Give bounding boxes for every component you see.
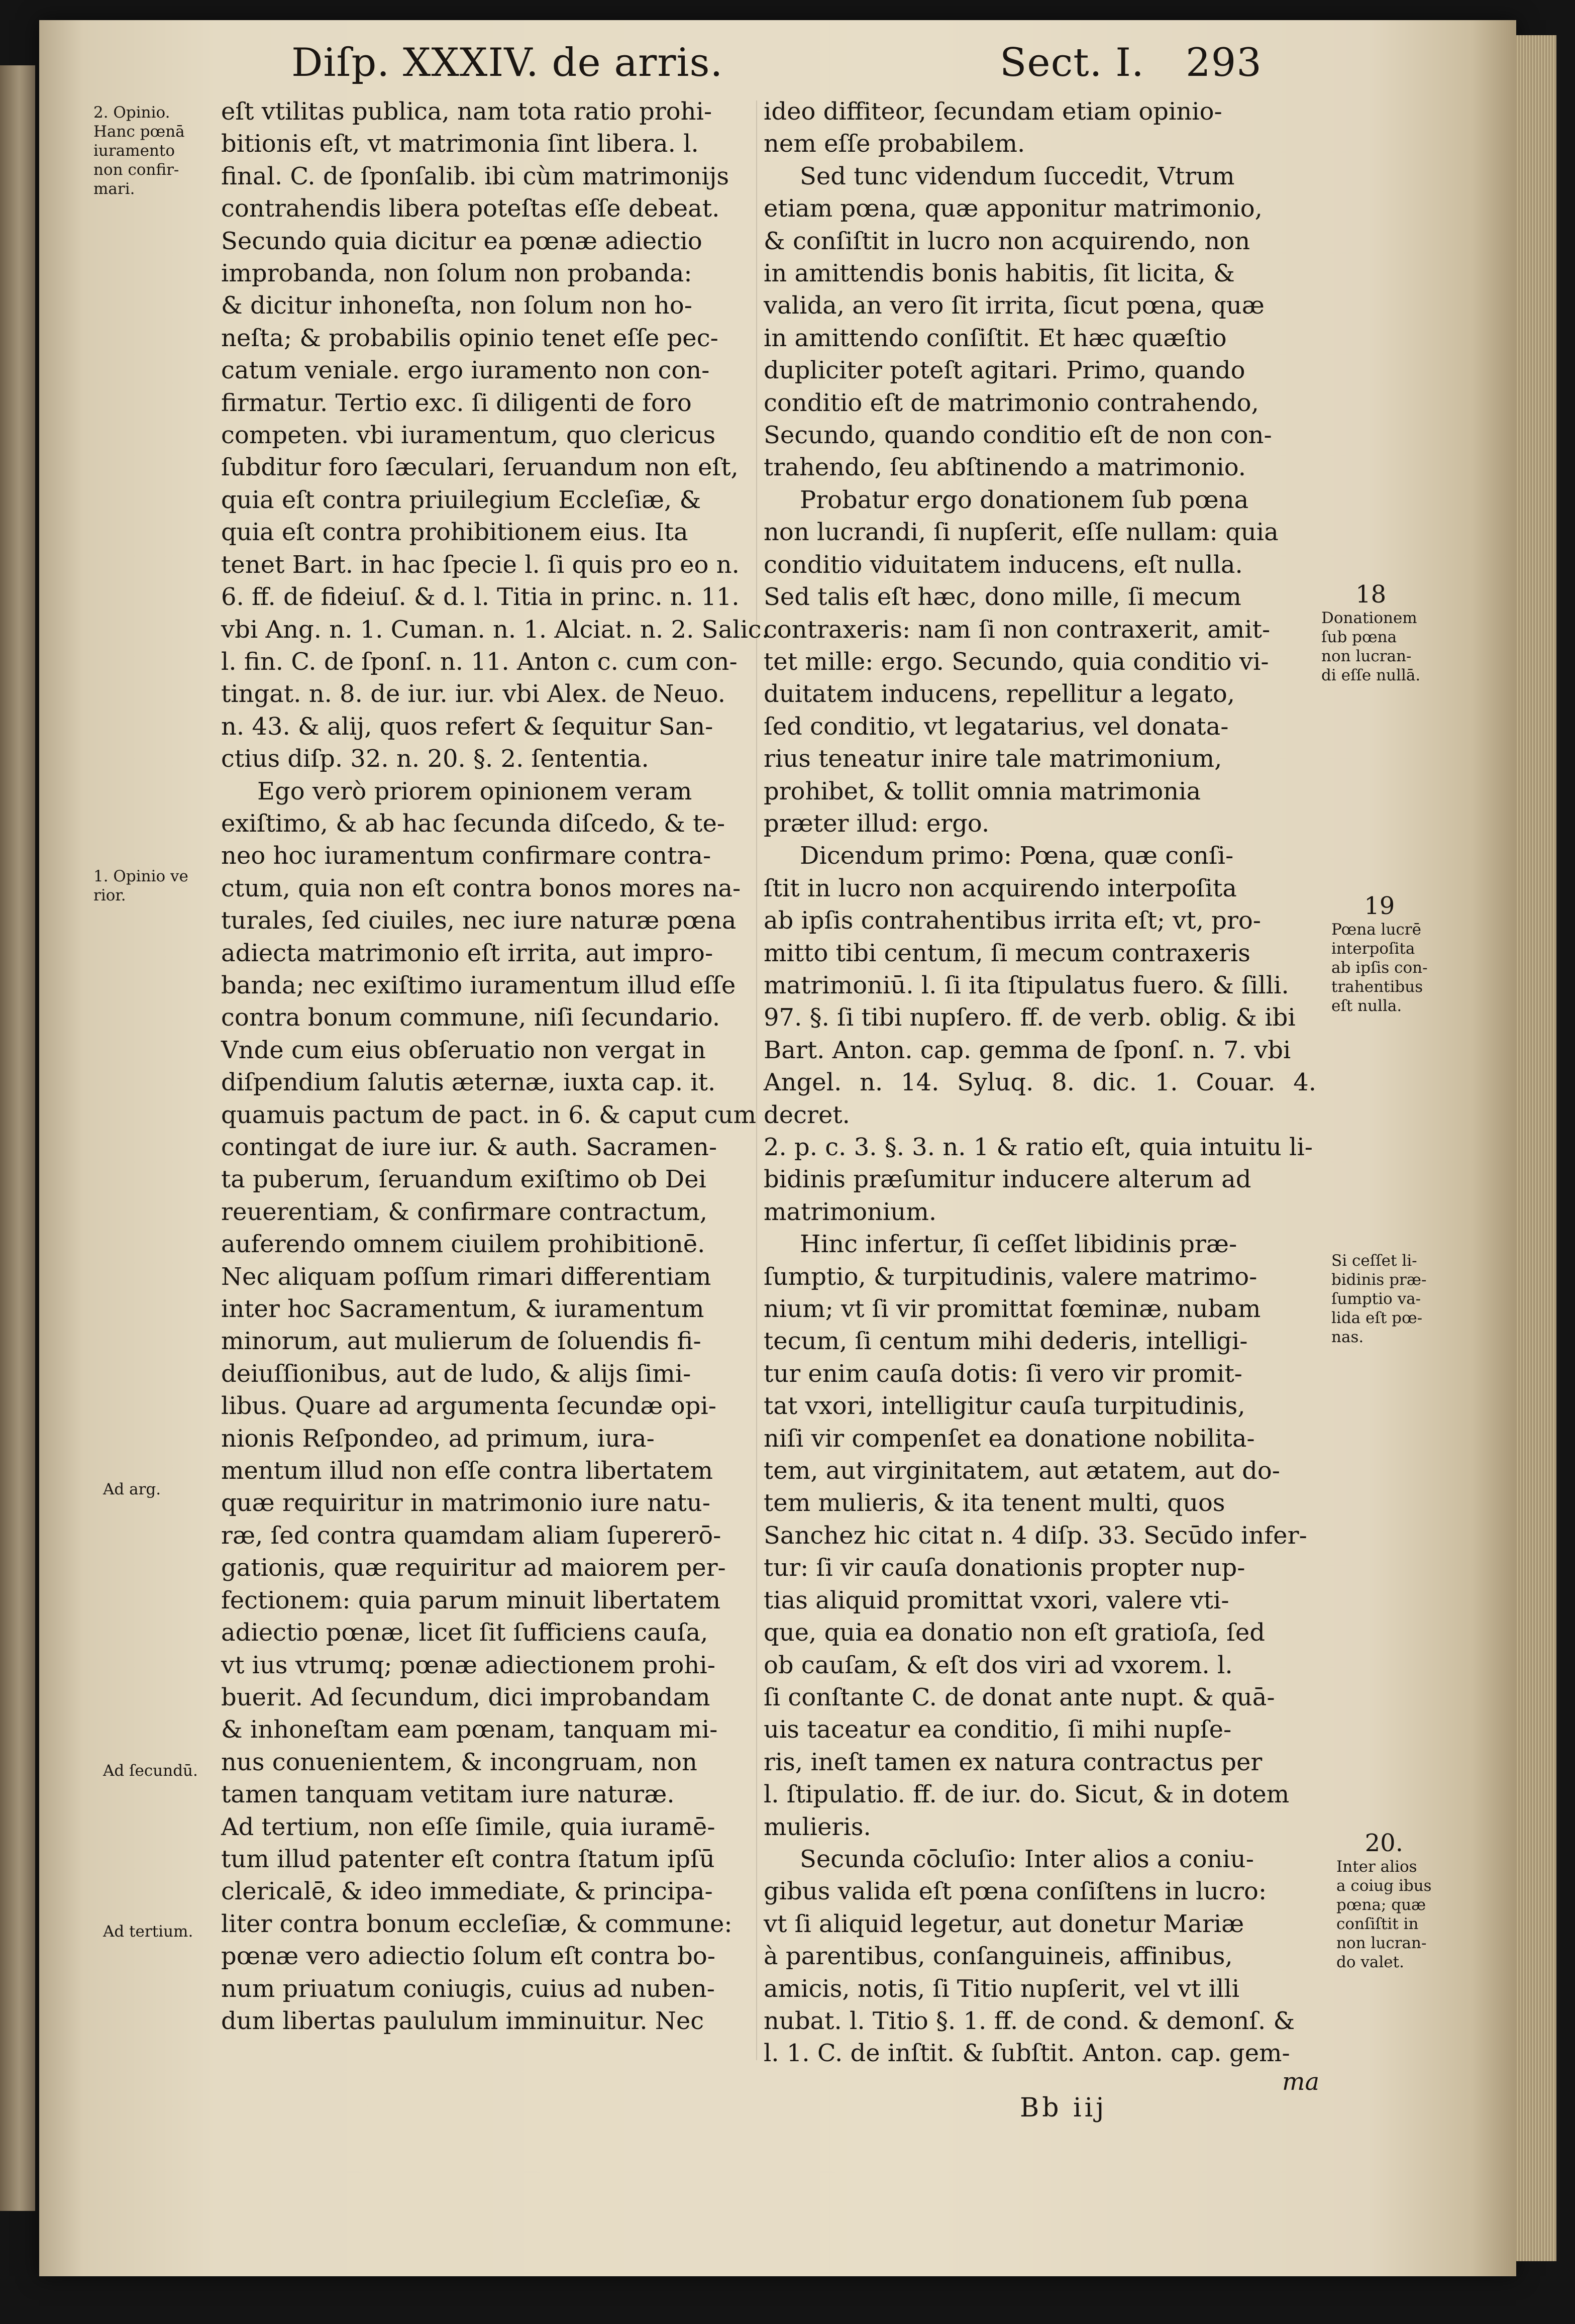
text-line: amicis, notis, ſi Titio nupſerit, vel vt illi bbox=[764, 1974, 1240, 2003]
text-line: competen. vbi iuramentum, quo clericus bbox=[221, 421, 716, 450]
text-line: Angel. n. 14. Syluq. 8. dic. 1. Couar. 4. decret. bbox=[764, 1068, 1316, 1129]
text-line: tecum, ſi centum mihi dederis, intelligi- bbox=[764, 1327, 1248, 1356]
running-head: Diſp. XXXIV. de arris. bbox=[291, 40, 723, 85]
text-line: dupliciter poteſt agitari. Primo, quando bbox=[764, 356, 1245, 385]
text-line: contraxeris: nam ſi non contraxerit, amit- bbox=[764, 615, 1271, 644]
text-line: l. ſtipulatio. ff. de iur. do. Sicut, & in dotem bbox=[764, 1780, 1290, 1809]
text-line: adiectio pœnæ, licet ſit ſufficiens cauſa, bbox=[221, 1619, 708, 1647]
text-line: quamuis pactum de pact. in 6. & caput cum bbox=[221, 1100, 757, 1129]
text-line: final. C. de ſponſalib. ibi cùm matrimonijs bbox=[221, 162, 729, 190]
text-line: ſubditur foro ſæculari, ſeruandum non eſt, bbox=[221, 453, 739, 482]
text-line: minorum, aut mulierum de ſoluendis fi- bbox=[221, 1327, 701, 1356]
text-line: trahendo, ſeu abſtinendo a matrimonio. bbox=[764, 453, 1246, 482]
text-line: ctum, quia non eſt contra bonos mores na- bbox=[221, 874, 741, 902]
text-line: tamen tanquam vetitam iure naturæ. bbox=[221, 1780, 675, 1809]
margin-note-ad-arg bbox=[103, 1480, 161, 1499]
text-line: ris, ineſt tamen ex natura contractus per bbox=[764, 1748, 1263, 1776]
previous-page-edge bbox=[0, 65, 35, 2211]
text-line: Sed tunc videndum ſuccedit, Vtrum bbox=[800, 162, 1235, 190]
text-line: & inhoneſtam eam pœnam, tanquam mi- bbox=[221, 1715, 718, 1744]
text-line: gibus valida eſt pœna conſiſtens in lucro: bbox=[764, 1877, 1267, 1906]
margin-note-line: eſt nulla. bbox=[1331, 997, 1402, 1015]
text-line: valida, an vero ſit irrita, ſicut pœna, quæ bbox=[764, 291, 1265, 320]
text-line: nionis Reſpondeo, ad primum, iura- bbox=[221, 1424, 655, 1453]
text-line: tenet Bart. in hac ſpecie l. ſi quis pro eo n. bbox=[221, 550, 740, 579]
text-line: præter illud: ergo. bbox=[764, 809, 990, 838]
text-line: tias aliquid promittat vxori, valere vti- bbox=[764, 1586, 1229, 1614]
text-line: niſi vir compenſet ea donatione nobilita- bbox=[764, 1424, 1255, 1453]
text-line: Ego verò priorem opinionem veram bbox=[257, 777, 692, 805]
text-line: in amittendis bonis habitis, ſit licita, & bbox=[764, 259, 1235, 288]
text-line: reuerentiam, & confirmare contractum, bbox=[221, 1197, 708, 1226]
margin-note-opinio-1 bbox=[93, 867, 188, 905]
text-line: ſumptio, & turpitudinis, valere matrimo- bbox=[764, 1262, 1257, 1291]
text-line: vbi Ang. n. 1. Cuman. n. 1. Alciat. n. 2. Salic. bbox=[221, 615, 769, 644]
text-line: num priuatum coniugis, cuius ad nuben- bbox=[221, 1974, 715, 2003]
text-line: prohibet, & tollit omnia matrimonia bbox=[764, 777, 1201, 805]
text-line: Sed talis eſt hæc, dono mille, ſi mecum bbox=[764, 583, 1241, 612]
text-line: tet mille: ergo. Secundo, quia conditio vi- bbox=[764, 647, 1269, 676]
text-line: adiecta matrimonio eſt irrita, aut impro- bbox=[221, 939, 713, 967]
right-text-column bbox=[764, 95, 1316, 2070]
margin-note-line: do valet. bbox=[1336, 1953, 1404, 1971]
text-line: vt ſi aliquid legetur, aut donetur Mariæ bbox=[764, 1909, 1244, 1938]
text-line: tur enim cauſa dotis: ſi vero vir promit- bbox=[764, 1359, 1242, 1388]
text-line: tem mulieris, & ita tenent multi, quos bbox=[764, 1489, 1225, 1518]
text-line: que, quia ea donatio non eſt gratioſa, ſed bbox=[764, 1619, 1265, 1647]
margin-note-line: Pœna lucrē bbox=[1331, 921, 1421, 939]
text-line: ræ, ſed contra quamdam aliam ſupererō- bbox=[221, 1521, 721, 1550]
text-line: Ad tertium, non eſſe ſimile, quia iuramē- bbox=[221, 1812, 715, 1841]
text-line: l. 1. C. de inſtit. & ſubſtit. Anton. cap. gem- bbox=[764, 2039, 1290, 2068]
margin-note-line: Donationem bbox=[1321, 609, 1417, 627]
text-line: eſt vtilitas publica, nam tota ratio prohi- bbox=[221, 97, 712, 126]
text-line: Bart. Anton. cap. gemma de ſponſ. n. 7. vbi bbox=[764, 1036, 1291, 1064]
text-line: contra bonum commune, niſi ſecundario. bbox=[221, 1003, 720, 1032]
text-line: Probatur ergo donationem ſub pœna bbox=[800, 485, 1249, 514]
margin-note-opinio-2 bbox=[93, 103, 185, 198]
margin-note-line: Hanc pœnā bbox=[93, 123, 185, 141]
catchword: ma bbox=[1282, 2068, 1320, 2096]
margin-note-line: bidinis præ- bbox=[1331, 1271, 1427, 1289]
text-line: conditio viduitatem inducens, eſt nulla. bbox=[764, 550, 1243, 579]
text-line: in amittendo conſiſtit. Et hæc quæſtio bbox=[764, 324, 1227, 352]
margin-note-si-cesset bbox=[1331, 1251, 1426, 1347]
margin-note-line: Si ceſſet li- bbox=[1331, 1252, 1417, 1270]
margin-note-number: 18 bbox=[1355, 580, 1387, 609]
text-line: uis taceatur ea conditio, ſi mihi nupſe- bbox=[764, 1715, 1232, 1744]
text-line: fectionem: quia parum minuit libertatem bbox=[221, 1586, 721, 1614]
text-line: l. fin. C. de ſponſ. n. 11. Anton c. cum con- bbox=[221, 647, 738, 676]
text-line: banda; nec exiſtimo iuramentum illud eſſe bbox=[221, 971, 736, 999]
text-line: tur: ſi vir cauſa donationis propter nup- bbox=[764, 1554, 1245, 1582]
text-line: ſtit in lucro non acquirendo interpoſita bbox=[764, 874, 1237, 902]
margin-note-line: di eſſe nullā. bbox=[1321, 666, 1421, 684]
text-line: nem eſſe probabilem. bbox=[764, 130, 1025, 158]
text-line: neſta; & probabilis opinio tenet eſſe pec- bbox=[221, 324, 718, 352]
text-line: matrimoniū. l. ſi ita ſtipulatus fuero. & ſilli. bbox=[764, 971, 1289, 999]
margin-note-line: nas. bbox=[1331, 1328, 1364, 1346]
text-line: libus. Quare ad argumenta ſecundæ opi- bbox=[221, 1392, 716, 1421]
margin-note-line: lida eſt pœ- bbox=[1331, 1309, 1423, 1327]
text-line: 2. p. c. 3. §. 3. n. 1 & ratio eſt, quia intuitu li- bbox=[764, 1133, 1313, 1161]
text-line: nus conuenientem, & incongruam, non bbox=[221, 1748, 697, 1776]
text-line: tat vxori, intelligitur cauſa turpitudinis, bbox=[764, 1392, 1245, 1421]
text-line: etiam pœna, quæ apponitur matrimonio, bbox=[764, 194, 1263, 223]
page-number: 293 bbox=[1186, 40, 1262, 85]
text-line: quæ requiritur in matrimonio iure natu- bbox=[221, 1489, 710, 1518]
text-line: clericalē, & ideo immediate, & principa- bbox=[221, 1877, 713, 1906]
text-line: buerit. Ad ſecundum, dici improbandam bbox=[221, 1683, 710, 1711]
text-line: quia eſt contra prohibitionem eius. Ita bbox=[221, 518, 688, 547]
text-line: diſpendium ſalutis æternæ, iuxta cap. it. bbox=[221, 1068, 716, 1097]
margin-note-line: iuramento bbox=[93, 142, 175, 160]
text-line: liter contra bonum eccleſiæ, & commune: bbox=[221, 1909, 732, 1938]
text-line: ideo diffiteor, ſecundam etiam opinio- bbox=[764, 97, 1222, 126]
margin-note-18 bbox=[1321, 580, 1420, 685]
margin-note-line: Inter alios bbox=[1336, 1858, 1417, 1876]
text-line: gationis, quæ requiritur ad maiorem per- bbox=[221, 1554, 726, 1582]
margin-note-line: 2. Opinio. bbox=[93, 104, 170, 122]
text-line: bitionis eſt, vt matrimonia ſint libera. l. bbox=[221, 130, 699, 158]
text-line: ſi conſtante C. de donat ante nupt. & quā- bbox=[764, 1683, 1275, 1711]
margin-note-number: 20. bbox=[1364, 1829, 1403, 1857]
text-line: turales, ſed ciuiles, nec iure naturæ pœna bbox=[221, 906, 737, 935]
margin-note-number: 19 bbox=[1364, 892, 1395, 920]
text-line: conditio eſt de matrimonio contrahendo, bbox=[764, 388, 1259, 417]
margin-note-line: ab ipſis con- bbox=[1331, 959, 1428, 977]
margin-note-ad-tertium bbox=[103, 1922, 193, 1941]
margin-note-line: ſub pœna bbox=[1321, 628, 1397, 646]
text-line: rius teneatur inire tale matrimonium, bbox=[764, 745, 1222, 773]
text-line: 97. §. ſi tibi nupſero. ff. de verb. oblig. & ibi bbox=[764, 1003, 1296, 1032]
margin-note-line: 1. Opinio ve bbox=[93, 867, 188, 885]
margin-note-line: Ad ſecundū. bbox=[103, 1762, 198, 1780]
text-line: 6. ff. de fideiuſ. & d. l. Titia in princ. n. 11. bbox=[221, 583, 740, 612]
text-line: Secundo quia dicitur ea pœnæ adiectio bbox=[221, 227, 702, 255]
text-line: mulieris. bbox=[764, 1812, 871, 1841]
text-line: vt ius vtrumq; pœnæ adiectionem prohi- bbox=[221, 1651, 715, 1679]
margin-note-line: non lucran- bbox=[1336, 1934, 1427, 1952]
margin-note-line: ſumptio va- bbox=[1331, 1290, 1421, 1308]
margin-note-line: non lucran- bbox=[1321, 647, 1412, 665]
margin-note-ad-secundum bbox=[103, 1761, 198, 1780]
text-line: dum libertas paululum imminuitur. Nec bbox=[221, 2006, 704, 2035]
text-line: ab ipſis contrahentibus irrita eſt; vt, pro- bbox=[764, 906, 1261, 935]
text-line: matrimonium. bbox=[764, 1197, 937, 1226]
text-line: Secunda cōcluſio: Inter alios a coniu- bbox=[800, 1845, 1254, 1873]
text-line: duitatem inducens, repellitur a legato, bbox=[764, 680, 1235, 709]
text-line: catum veniale. ergo iuramento non con- bbox=[221, 356, 710, 385]
text-line: ſed conditio, vt legatarius, vel donata- bbox=[764, 712, 1229, 741]
text-line: Secundo, quando conditio eſt de non con- bbox=[764, 421, 1272, 450]
text-line: n. 43. & alij, quos refert & ſequitur San- bbox=[221, 712, 713, 741]
section-label: Sect. I. bbox=[1000, 40, 1144, 85]
text-line: non lucrandi, ſi nupſerit, eſſe nullam: quia bbox=[764, 518, 1279, 547]
text-line: auferendo omnem ciuilem prohibitionē. bbox=[221, 1230, 705, 1259]
text-line: firmatur. Tertio exc. ſi diligenti de foro bbox=[221, 388, 692, 417]
text-line: inter hoc Sacramentum, & iuramentum bbox=[221, 1295, 704, 1324]
text-line: deiuſſionibus, aut de ludo, & alijs ſimi- bbox=[221, 1359, 691, 1388]
text-line: Sanchez hic citat n. 4 diſp. 33. Secūdo infer- bbox=[764, 1521, 1307, 1550]
margin-note-line: non confir- bbox=[93, 161, 179, 179]
text-line: à parentibus, conſanguineis, affinibus, bbox=[764, 1942, 1233, 1971]
page-stack-edge bbox=[1516, 35, 1556, 2261]
margin-note-line: mari. bbox=[93, 180, 135, 198]
text-line: nubat. l. Titio §. 1. ff. de cond. & demonſ. & bbox=[764, 2006, 1295, 2035]
text-line: ob cauſam, & eſt dos viri ad vxorem. l. bbox=[764, 1651, 1233, 1679]
margin-note-line: trahentibus bbox=[1331, 978, 1423, 996]
signature-mark: Bb iij bbox=[1020, 2093, 1107, 2123]
margin-note-line: Ad tertium. bbox=[103, 1923, 193, 1941]
margin-note-line: interpoſita bbox=[1331, 940, 1415, 958]
text-line: & conſiſtit in lucro non acquirendo, non bbox=[764, 227, 1250, 255]
margin-note-line: Ad arg. bbox=[103, 1480, 161, 1498]
text-line: ta puberum, ſeruandum exiſtimo ob Dei bbox=[221, 1165, 706, 1194]
margin-note-19 bbox=[1331, 892, 1428, 1016]
text-line: pœnæ vero adiectio ſolum eſt contra bo- bbox=[221, 1942, 715, 1971]
margin-note-line: rior. bbox=[93, 886, 126, 904]
text-line: ctius diſp. 32. n. 20. §. 2. ſententia. bbox=[221, 745, 649, 773]
text-line: bidinis præſumitur inducere alterum ad bbox=[764, 1165, 1251, 1194]
text-line: tem, aut virginitatem, aut ætatem, aut do- bbox=[764, 1457, 1280, 1485]
text-line: mentum illud non eſſe contra libertatem bbox=[221, 1457, 713, 1485]
text-line: tum illud patenter eſt contra ſtatum ipſū bbox=[221, 1845, 715, 1873]
margin-note-line: conſiſtit in bbox=[1336, 1915, 1419, 1933]
text-line: contingat de iure iur. & auth. Sacramen- bbox=[221, 1133, 717, 1161]
text-line: neo hoc iuramentum confirmare contra- bbox=[221, 842, 711, 870]
text-line: Vnde cum eius obſeruatio non vergat in bbox=[221, 1036, 706, 1064]
text-line: nium; vt ſi vir promittat fœminæ, nubam bbox=[764, 1295, 1261, 1324]
text-line: Nec aliquam poſſum rimari differentiam bbox=[221, 1262, 711, 1291]
margin-note-line: a coiug ibus bbox=[1336, 1877, 1432, 1895]
text-line: Hinc infertur, ſi ceſſet libidinis præ- bbox=[800, 1230, 1237, 1259]
text-line: exiſtimo, & ab hac ſecunda diſcedo, & te- bbox=[221, 809, 725, 838]
text-line: quia eſt contra priuilegium Eccleſiæ, & bbox=[221, 485, 701, 514]
text-line: tingat. n. 8. de iur. iur. vbi Alex. de Neuo. bbox=[221, 680, 725, 709]
text-line: Dicendum primo: Pœna, quæ conſi- bbox=[800, 842, 1234, 870]
margin-note-line: pœna; quæ bbox=[1336, 1896, 1426, 1914]
text-line: & dicitur inhoneſta, non ſolum non ho- bbox=[221, 291, 692, 320]
left-text-column bbox=[221, 95, 779, 2037]
text-line: mitto tibi centum, ſi mecum contraxeris bbox=[764, 939, 1250, 967]
margin-note-20 bbox=[1336, 1829, 1432, 1972]
text-line: contrahendis libera poteſtas eſſe debeat. bbox=[221, 194, 720, 223]
text-line: improbanda, non ſolum non probanda: bbox=[221, 259, 692, 288]
